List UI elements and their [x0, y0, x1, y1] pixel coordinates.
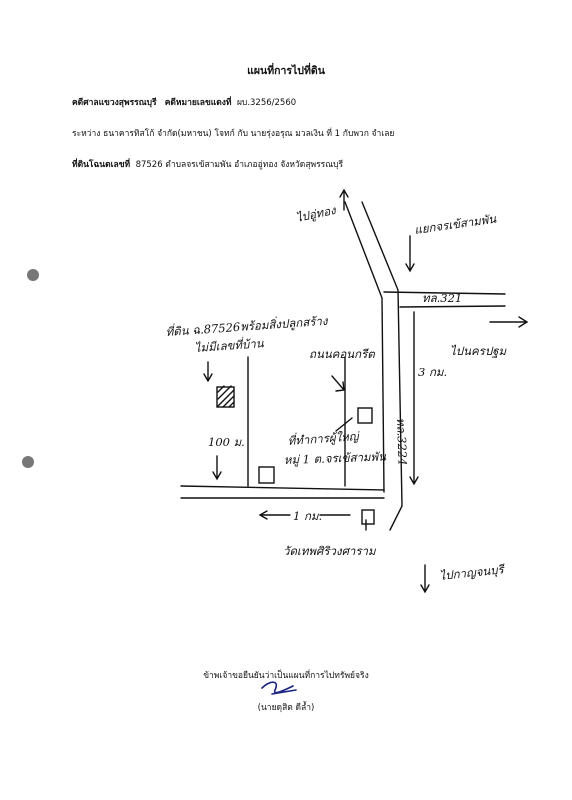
label-junction: แยกจรเข้สามพัน: [413, 211, 497, 237]
label-land-note-2: ไม่มีเลขที่บ้าน: [194, 336, 265, 355]
arrow-down-distance: [213, 456, 221, 479]
arrow-east: [490, 317, 527, 327]
signature: [262, 682, 296, 694]
arrow-to-parcel: [204, 362, 212, 381]
village-head-office: [358, 408, 372, 423]
label-concrete-road: ถนนคอนกรีต: [309, 347, 375, 361]
arrow-to-lane: [332, 376, 344, 391]
case-number: ผบ.3256/2560: [236, 98, 297, 108]
label-land-note-1: ที่ดิน ฉ.87526พร้อมสิ่งปลูกสร้าง: [165, 313, 328, 339]
road-west-top-edge: [181, 486, 384, 490]
land-label: ที่ดินโฉนดเลขที่: [72, 160, 131, 170]
signatory-name: (นายดุสิต ดีล้ำ): [257, 703, 315, 713]
page-title: แผนที่การไปที่ดิน: [247, 65, 325, 77]
certification-statement: ข้าพเจ้าขอยืนยันว่าเป็นแผนที่การไปทรัพย์จริง: [203, 671, 369, 681]
court-label: คดีศาลแขวงสุพรรณบุรี: [72, 98, 157, 108]
road-north-east-edge: [362, 202, 402, 530]
label-temple: วัดเทพศิริวงศาราม: [283, 544, 376, 558]
arrow-to-junction: [406, 236, 414, 271]
label-village-head-2: หมู่ 1 ต.จรเข้สามพัน: [283, 449, 387, 467]
building-small: [259, 467, 274, 483]
label-100m: 100 ม.: [208, 435, 245, 449]
label-3km: 3 กม.: [418, 365, 448, 379]
label-village-head-1: ที่ทำการผู้ใหญ่: [287, 429, 359, 448]
case-label: คดีหมายเลขแดงที่: [164, 98, 232, 108]
temple-building: [362, 510, 374, 524]
label-to-u-thong: ไปอู่ทอง: [294, 202, 337, 225]
label-to-nakhon-pathom: ไปนครปฐม: [450, 344, 507, 358]
label-highway-3224: ทล.3224: [394, 417, 410, 466]
label-to-kanchanaburi: ไปกาญจนบุรี: [438, 562, 505, 583]
land-details: 87526 ตำบลจรเข้สามพัน อำเภออู่ทอง จังหวัดสุพรรณบุรี: [135, 160, 344, 170]
label-highway-321: ทล.321: [422, 291, 463, 305]
parties-line: ระหว่าง ธนาคารทิสโก้ จำกัด(มหาชน) โจทก์ กับ นายรุ่งอรุณ มวลเงิน ที่ 1 กับพวก จำเลย: [72, 129, 395, 139]
arrow-down-kanchanaburi: [421, 565, 429, 592]
arrow-down-3km: [410, 312, 418, 484]
label-1km: 1 กม.: [293, 509, 323, 523]
road-321-bottom-edge: [400, 306, 505, 307]
arrow-west: [260, 511, 290, 519]
